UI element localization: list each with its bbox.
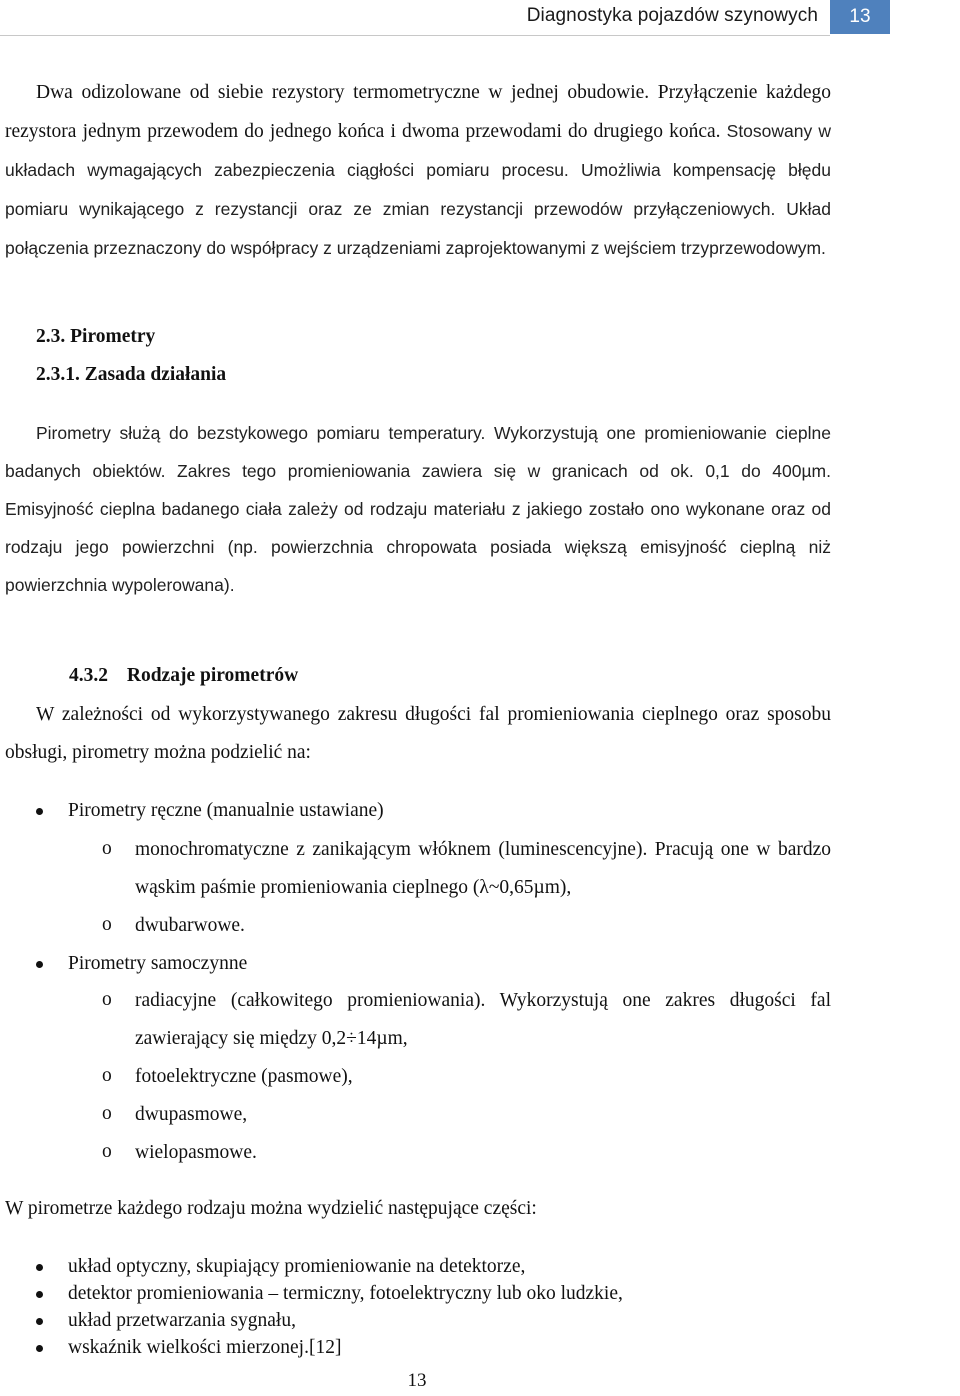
sub-bullet-marker: o (102, 914, 112, 935)
intro-paragraph (5, 74, 831, 268)
sub-bullet-marker: o (102, 1141, 112, 1162)
sub-bullet-marker: o (102, 1065, 112, 1086)
sub-list-item-text: fotoelektryczne (pasmowe), (135, 1066, 353, 1087)
page-number: 13 (407, 1370, 427, 1391)
header-rule (0, 35, 830, 36)
bullet-icon (36, 1345, 43, 1352)
subsection-number: 4.3.2 (69, 665, 108, 686)
sub-list-item-text: monochromatyczne z zanikającym włóknem (luminescencyjne). Pracują one w bardzo wąskim paśmie promieniowania cieplnego (λ~0,65µm), (135, 839, 831, 898)
section-number: 2.3. (36, 326, 66, 347)
bullet-icon (36, 1291, 43, 1298)
list-item-label: układ optyczny, skupiający promieniowanie na detektorze, (68, 1256, 526, 1277)
list-item-label: Pirometry samoczynne (68, 953, 248, 974)
intro-text-serif: Dwa odizolowane od siebie rezystory termometryczne w jednej obudowie. Przyłączenie każdego rezystora jednym przewodem do jednego końca i dwoma przewodami do drugiego końca. (5, 82, 831, 142)
section-heading (36, 326, 155, 348)
subsection-heading-types (69, 665, 298, 687)
list-item-label: układ przetwarzania sygnału, (68, 1310, 296, 1331)
types-intro-paragraph (5, 696, 831, 772)
bullet-icon (36, 961, 43, 968)
principle-text: Pirometry służą do bezstykowego pomiaru temperatury. Wykorzystują one promieniowanie cieplne badanych obiektów. Zakres tego promieniowania zawiera się w granicach od ok. 0,1 do 400µm. Emisyjność cieplna badanego ciała zależy od rodzaju materiału z jakiego zostało ono wykonane oraz od rodzaju jego powierzchni (np. powierzchnia chropowata posiada większą emisyjność cieplną niż powierzchnia wypolerowana). (5, 423, 831, 595)
principle-paragraph (5, 414, 831, 604)
subsection-title: Rodzaje pirometrów (126, 665, 299, 686)
parts-intro-paragraph (5, 1190, 831, 1228)
list-item-label: detektor promieniowania – termiczny, fotoelektryczny lub oko ludzkie, (68, 1283, 623, 1304)
sub-bullet-marker: o (102, 838, 112, 859)
list-item-label: Pirometry ręczne (manualnie ustawiane) (68, 800, 384, 821)
parts-intro-text: W pirometrze każdego rodzaju można wydzielić następujące części: (5, 1198, 537, 1219)
subsection-number: 2.3.1. (36, 364, 80, 385)
bullet-icon (36, 1318, 43, 1325)
header-title: Diagnostyka pojazdów szynowych (526, 5, 818, 26)
subsection-heading-principle (36, 364, 226, 386)
types-intro-text: W zależności od wykorzystywanego zakresu długości fal promieniowania cieplnego oraz sposobu obsługi, pirometry można podzielić na: (5, 704, 831, 763)
sub-list-item-text: wielopasmowe. (135, 1142, 257, 1163)
bullet-icon (36, 808, 43, 815)
section-title: Pirometry (70, 326, 156, 347)
sub-list-item-text: radiacyjne (całkowitego promieniowania). Wykorzystują one zakres długości fal zawierający się między 0,2÷14µm, (135, 990, 831, 1049)
bullet-icon (36, 1264, 43, 1271)
intro-text-sans: Stosowany w układach wymagających zabezpieczenia ciągłości pomiaru procesu. Umożliwia kompensację błędu pomiaru wynikającego z rezystancji oraz ze zmian rezystancji przewodów przyłączeniowych. Układ połączenia przeznaczony do współpracy z urządzeniami zaprojektowanymi z wejściem trzyprzewodowym. (5, 121, 831, 258)
sub-list-item-text: dwupasmowe, (135, 1104, 248, 1125)
sub-bullet-marker: o (102, 989, 112, 1010)
sub-bullet-marker: o (102, 1103, 112, 1124)
list-item-label: wskaźnik wielkości mierzonej.[12] (68, 1337, 342, 1358)
page-header (0, 0, 960, 34)
header-page-badge: 13 (830, 0, 890, 34)
sub-list-item-text: dwubarwowe. (135, 915, 245, 936)
subsection-title: Zasada działania (84, 364, 227, 385)
